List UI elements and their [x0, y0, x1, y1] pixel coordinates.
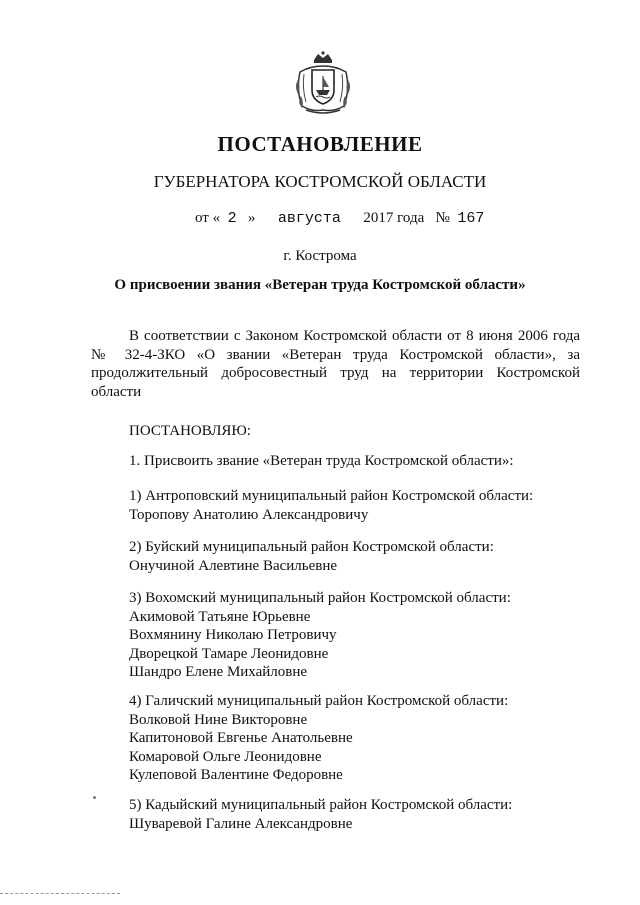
scan-speck [93, 796, 96, 799]
person-name: Шуваревой Галине Александровне [129, 815, 353, 832]
document-subject: О присвоении звания «Ветеран труда Костромской области» [114, 277, 526, 293]
district-block [129, 692, 508, 785]
district-block [129, 538, 494, 575]
date-mid: » [247, 210, 256, 226]
date-year: 2017 года [363, 210, 425, 226]
number-prefix: № [435, 210, 450, 226]
coat-of-arms-icon [292, 50, 354, 116]
person-name: Кулеповой Валентине Федоровне [129, 767, 343, 783]
person-name: Акимовой Татьяне Юрьевне [129, 608, 311, 625]
document-number: 167 [457, 210, 485, 227]
person-name: Капитоновой Евгенье Анатольевне [129, 730, 353, 746]
person-name: Вохмянину Николаю Петровичу [129, 627, 337, 643]
scan-edge-mark [0, 893, 120, 897]
person-name: Комаровой Ольге Леонидовне [129, 748, 322, 765]
issuing-authority: ГУБЕРНАТОРА КОСТРОМСКОЙ ОБЛАСТИ [153, 172, 487, 191]
district-block [129, 796, 512, 833]
district-heading: 2) Буйский муниципальный район Костромской области: [129, 539, 494, 555]
district-block [129, 487, 533, 524]
decree-word: ПОСТАНОВЛЯЮ: [129, 423, 251, 439]
date-and-number-line [195, 210, 484, 227]
person-name: Онучиной Алевтине Васильевне [129, 557, 338, 574]
item-1: 1. Присвоить звание «Ветеран труда Костромской области»: [129, 453, 514, 469]
district-heading: 4) Галичский муниципальный район Костромской области: [129, 693, 509, 709]
document-title: ПОСТАНОВЛЕНИЕ [217, 132, 423, 156]
city: г. Кострома [283, 248, 357, 264]
district-heading: 3) Вохомский муниципальный район Костромской области: [129, 590, 511, 606]
district-heading: 5) Кадыйский муниципальный район Костромской области: [129, 797, 513, 813]
date-day: 2 [227, 210, 237, 227]
preamble: В соответствии с Законом Костромской области от 8 июня 2006 года № 32-4-ЗКО «О звании «Ветеран труда Костромской области», за продолжительный добросовестный труд на территории Костромской области [91, 328, 580, 400]
date-month: августа [277, 210, 341, 227]
date-prefix: от « [195, 210, 221, 226]
person-name: Шандро Елене Михайловне [129, 664, 308, 680]
person-name: Волковой Нине Викторовне [129, 711, 308, 728]
district-heading: 1) Антроповский муниципальный район Костромской области: [129, 488, 534, 504]
person-name: Дворецкой Тамаре Леонидовне [129, 645, 329, 662]
person-name: Торопову Анатолию Александровичу [129, 506, 369, 523]
district-block [129, 589, 511, 682]
